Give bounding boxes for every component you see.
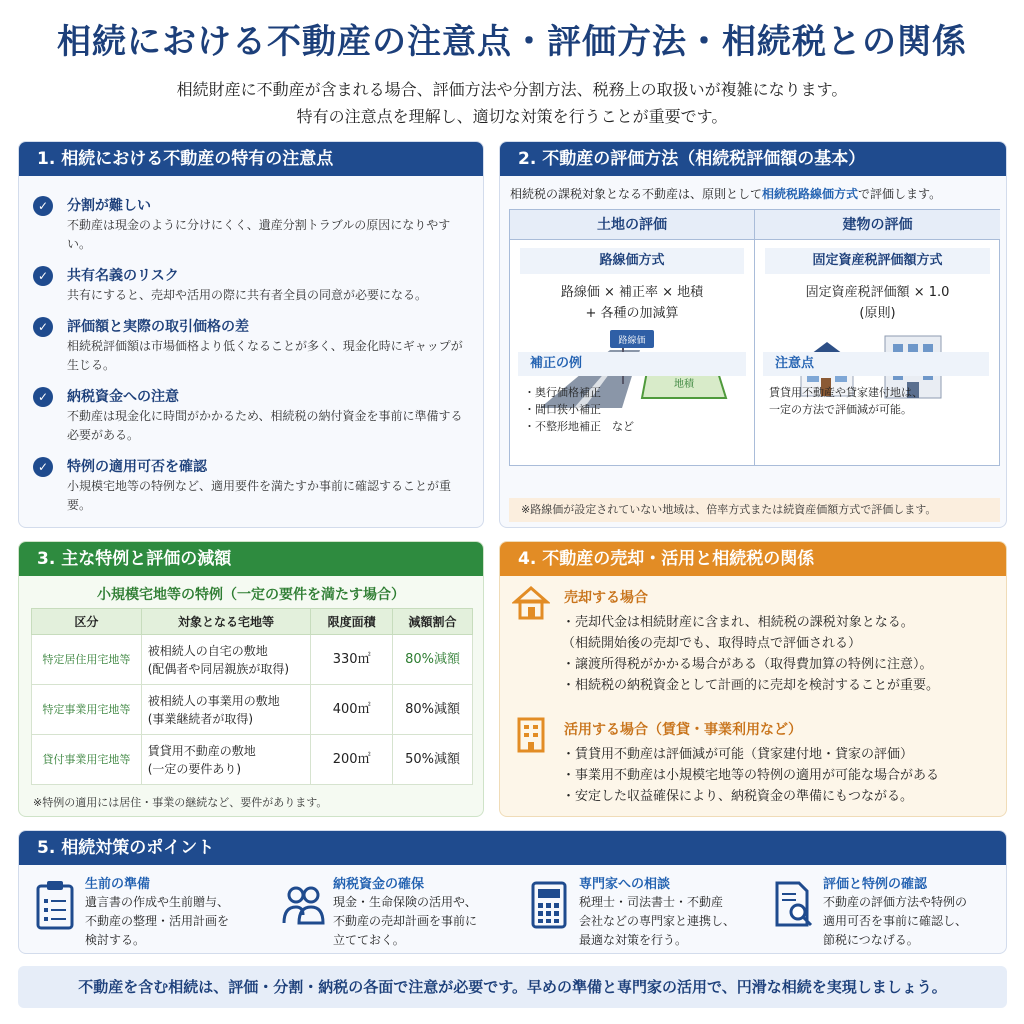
section-sale-and-use [499,541,1007,817]
road-sign-label: 路線価 [618,336,646,346]
point-text: 小規模宅地等の特例など、適用要件を満たすか事前に確認することが重要。 [67,479,452,512]
cell-category: 貸付事業用宅地等 [32,735,142,785]
tip-line: 立てておく。 [333,933,405,947]
formula-line: 固定資産税評価額 × 1.0 [805,285,950,300]
section-tips [18,830,1007,954]
tip-text [823,893,967,950]
point-item [19,387,483,445]
tip-line: 税理士・司法書士・不動産 [579,895,724,909]
point-text: 共有にすると、売却や活用の際に共有者全員の同意が必要になる。 [67,288,428,302]
point-item [19,196,483,254]
cell-category: 特定居住用宅地等 [32,635,142,685]
check-circle-icon: ✓ [33,317,53,337]
house-outline-icon [512,584,550,622]
tip-text [579,893,735,950]
column-header: 限度面積 [311,609,393,635]
use-title: 活用する場合（賃貸・事業利用など） [564,722,802,738]
land-heading: 土地の評価 [510,210,754,240]
tip-title: 評価と特例の確認 [823,877,928,892]
calculator-icon [527,879,571,931]
cell-target [141,635,311,685]
tip-line: 会社などの専門家と連携し、 [579,914,736,928]
column-header: 対象となる宅地等 [141,609,311,635]
cell-category: 特定事業用宅地等 [32,685,142,735]
correction-list [524,384,634,435]
tip-text [333,893,477,950]
land-method: 路線価方式 [520,248,744,274]
tip-line: 不動産の売却計画を事前に [333,914,478,928]
formula-line: (原則) [859,306,896,321]
caution-heading: 注意点 [763,352,989,376]
land-formula [510,282,754,324]
cell-target [141,685,311,735]
plot-label: 地積 [674,379,694,390]
point-item [19,457,483,515]
intro-highlight: 相続税路線価方式 [762,187,859,201]
target-line: (配偶者や同居親族が取得) [147,661,290,676]
intro-text: で評価します。 [858,187,942,201]
use-line: ・安定した収益確保により、納税資金の準備にもつながる。 [562,789,914,804]
caution-line: 一定の方法で評価減が可能。 [769,403,912,416]
tip-line: 遺言書の作成や生前贈与、 [85,895,230,909]
correction-item: ・間口狭小補正 [524,403,601,416]
page-intro [0,76,1024,130]
section-heading: 1. 相続における不動産の特有の注意点 [19,142,483,176]
point-text: 相続税評価額は市場価格より低くなることが多く、現金化時にギャップが生じる。 [67,339,463,372]
target-line: 被相続人の事業用の敷地 [147,693,280,708]
tip-item [757,873,1002,953]
section-heading: 4. 不動産の売却・活用と相続税の関係 [500,542,1006,576]
use-line: ・事業用不動産は小規模宅地等の特例の適用が可能な場合がある [562,768,940,783]
building-formula [755,282,1000,324]
tip-title: 納税資金の確保 [333,877,425,892]
tip-line: 適用可否を事前に確認し、 [823,914,968,928]
formula-line: 路線価 × 補正率 × 地積 [560,285,704,300]
point-title: 評価額と実際の取引価格の差 [67,319,249,335]
point-text: 不動産は現金のように分けにくく、遺産分割トラブルの原因になりやすい。 [67,218,451,251]
tip-title: 専門家への相談 [579,877,671,892]
tip-line: 検討する。 [85,933,146,947]
target-line: (一定の要件あり) [147,761,242,776]
building-method: 固定資産税評価額方式 [765,248,990,274]
document-search-icon [771,879,815,931]
column-header: 減額割合 [393,609,473,635]
caution-box [755,356,999,465]
cell-area: 200㎡ [311,735,393,785]
tip-line: 不動産の整理・活用計画を [85,914,230,928]
point-text: 不動産は現金化に時間がかかるため、相続税の納付資金を事前に準備する必要がある。 [67,409,463,442]
sale-line: ・譲渡所得税がかかる場合がある（取得費加算の特例に注意）。 [562,657,933,672]
column-header: 区分 [32,609,142,635]
building-heading: 建物の評価 [755,210,1000,240]
sale-line: （相続開始後の売却でも、取得時点で評価される） [562,636,862,651]
table-row [32,635,473,685]
tip-item [267,873,512,953]
tip-line: 節税につなげる。 [823,933,919,947]
correction-item: ・奥行価格補正 [524,386,601,399]
provision-note: ※特例の適用には居住・事業の継続など、要件があります。 [33,796,328,809]
cell-rate: 50%減額 [393,735,473,785]
cell-rate: 80%減額 [393,635,473,685]
sale-lines [562,612,939,696]
cell-area: 400㎡ [311,685,393,735]
table-row [32,735,473,785]
correction-item: ・不整形地補正 など [524,420,634,433]
use-line: ・賃貸用不動産は評価減が可能（貸家建付地・貸家の評価） [562,747,914,762]
provision-table [31,608,473,785]
check-circle-icon: ✓ [33,266,53,286]
use-lines [562,744,939,807]
caution-line: 賃貸用不動産や貸家建付地は、 [769,386,923,399]
point-title: 分割が難しい [67,198,151,214]
check-circle-icon: ✓ [33,196,53,216]
target-line: 賃貸用不動産の敷地 [147,743,256,758]
tip-line: 現金・生命保険の活用や、 [333,895,477,909]
tip-title: 生前の準備 [85,877,151,892]
footer-message: 不動産を含む相続は、評価・分割・納税の各面で注意が必要です。早めの準備と専門家の活用で、円滑な相続を実現しましょう。 [18,966,1007,1008]
section-valuation [499,141,1007,528]
intro-line: 相続財産に不動産が含まれる場合、評価方法や分割方法、税務上の取扱いが複雑になります。 [176,80,848,99]
cell-area: 330㎡ [311,635,393,685]
tip-line: 最適な対策を行う。 [579,933,688,947]
table-header-row [32,609,473,635]
sale-line: ・売却代金は相続財産に含まれ、相続税の課税対象となる。 [562,615,914,630]
formula-line: + 各種の加減算 [585,306,679,321]
building-outline-icon [512,716,550,754]
clipboard-icon [33,879,77,931]
tip-line: 不動産の評価方法や特例の [823,895,968,909]
tip-item [513,873,758,953]
table-row [32,685,473,735]
page-title: 相続における不動産の注意点・評価方法・相続税との関係 [57,22,967,62]
points-list [19,176,483,515]
point-title: 共有名義のリスク [67,268,179,284]
correction-heading: 補正の例 [518,352,746,376]
point-item [19,266,483,305]
valuation-note: ※路線価が設定されていない地域は、倍率方式または続資産価額方式で評価します。 [509,498,1000,522]
section-heading: 5. 相続対策のポイント [19,831,1006,865]
point-item [19,317,483,375]
section-special-provisions [18,541,484,817]
section-special-notes [18,141,484,528]
valuation-intro [500,176,1006,202]
caution-text [769,384,923,418]
provision-subtitle: 小規模宅地等の特例（一定の要件を満たす場合） [97,587,405,603]
target-line: (事業継続者が取得) [147,711,254,726]
point-title: 特例の適用可否を確認 [67,459,207,475]
intro-text: 相続税の課税対象となる不動産は、原則として [510,187,763,201]
tip-item [19,873,264,953]
cell-target [141,735,311,785]
section-heading: 3. 主な特例と評価の減額 [19,542,483,576]
intro-line: 特有の注意点を理解し、適切な対策を行うことが重要です。 [296,107,728,126]
section-heading: 2. 不動産の評価方法（相続税評価額の基本） [500,142,1006,176]
cell-rate: 80%減額 [393,685,473,735]
point-title: 納税資金への注意 [67,389,179,405]
sale-line: ・相続税の納税資金として計画的に売却を検討することが重要。 [562,678,940,693]
people-icon [281,879,325,931]
tip-text [85,893,229,950]
target-line: 被相続人の自宅の敷地 [147,643,268,658]
check-circle-icon: ✓ [33,387,53,407]
sale-title: 売却する場合 [564,590,648,606]
check-circle-icon: ✓ [33,457,53,477]
